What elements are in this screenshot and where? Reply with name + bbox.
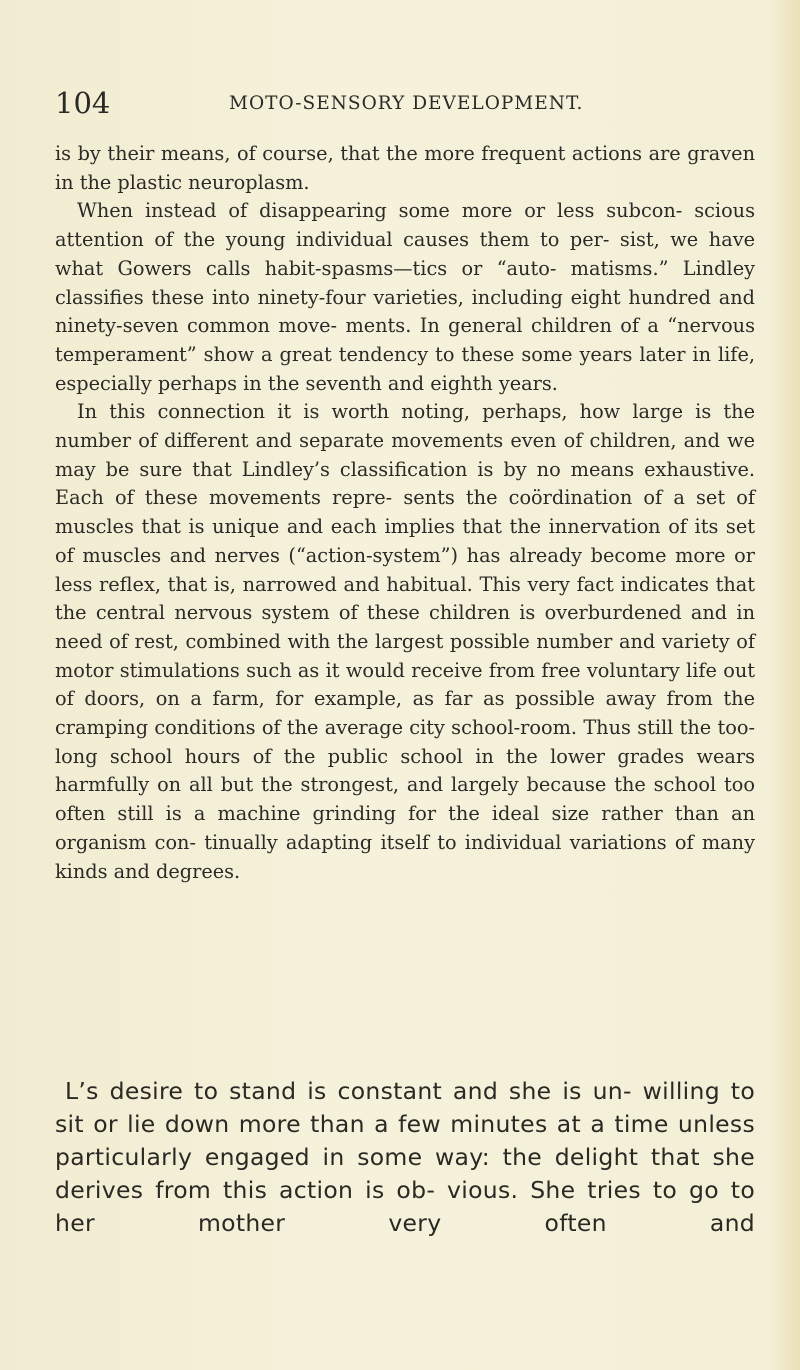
case-note bbox=[55, 1075, 755, 1240]
main-text bbox=[55, 140, 755, 886]
paragraph-continued: is by their means, of course, that the more frequent actions are graven in the plastic neuroplasm. bbox=[55, 142, 755, 194]
running-head: MOTO-SENSORY DEVELOPMENT. bbox=[229, 93, 584, 114]
case-note-paragraph: L’s desire to stand is constant and she is un- willing to sit or lie down more than a few minutes at a time unless particularly engaged in some way: the delight that she derives from this action is ob- vious. She tries to go to her mother very often and bbox=[55, 1077, 755, 1237]
paragraph-habit-spasms: When instead of disappearing some more or less subcon- scious attention of the young individual causes them to per- sist, we have what Gowers calls habit-spasms—tics or “auto- matisms.” Lindley classifies these into ninety-four varieties, including eight hundred and ninety-seven common move- ments. In general children of a “nervous temperament” show a great tendency to these some years later in life, especially perhaps in the seventh and eighth years. bbox=[55, 199, 755, 395]
page-number: 104 bbox=[55, 86, 111, 120]
page-header bbox=[55, 86, 755, 120]
paragraph-movements: In this connection it is worth noting, perhaps, how large is the number of different and separate movements even of children, and we may be sure that Lindley’s classification is by no means exhaustive. Each of these movements repre- sents the coördination of a set of muscles that is unique and each implies that the innervation of its set of muscles and nerves (“action-system”) has already become more or less reflex, that is, narrowed and habitual. This very fact indicates that the central nervous system of these children is overburdened and in need of rest, combined with the largest possible number and variety of motor stimulations such as it would receive from free voluntary life out of doors, on a farm, for example, as far as possible away from the cramping conditions of the average city school-room. Thus still the too-long school hours of the public school in the lower grades wears harmfully on all but the strongest, and largely because the school too often still is a machine grinding for the ideal size rather than an organism con- tinually adapting itself to individual variations of many kinds and degrees. bbox=[55, 400, 755, 883]
